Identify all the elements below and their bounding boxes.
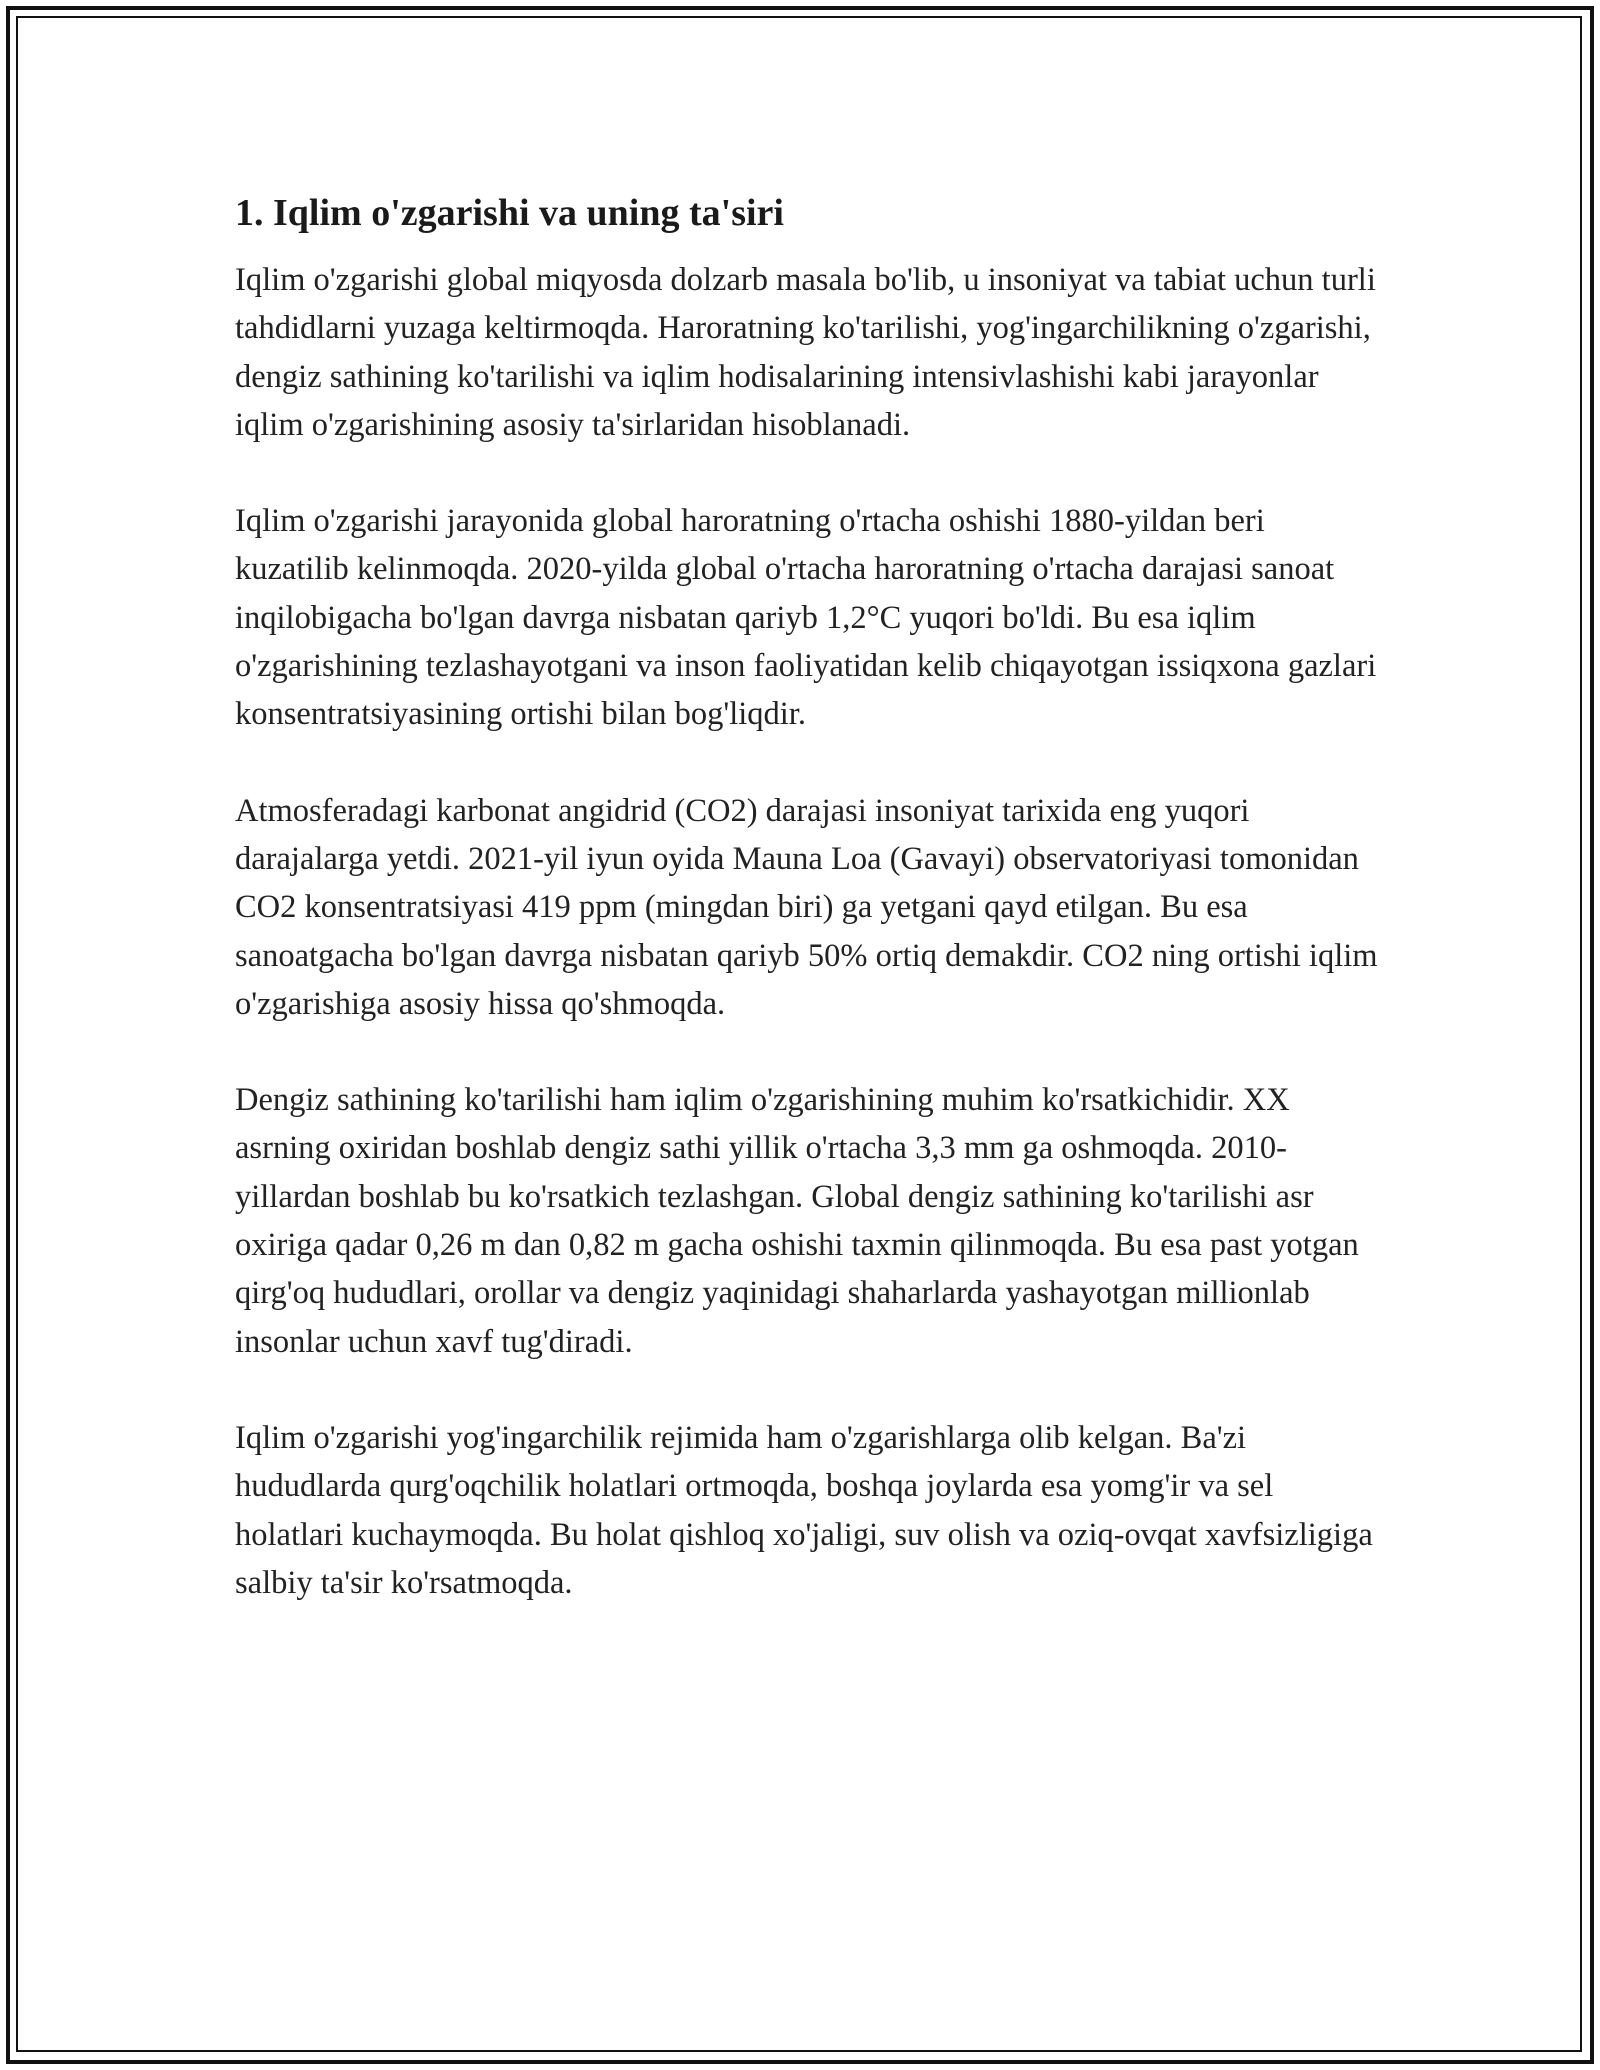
section-heading: 1. Iqlim o'zgarishi va uning ta'siri <box>235 192 784 234</box>
paragraph-climate-change-intro: Iqlim o'zgarishi global miqyosda dolzarb masala bo'lib, u insoniyat va tabiat uchun turli tahdidlarni yuzaga keltirmoqda. Haroratning ko'tarilishi, yog'ingarchilikning o'zgarishi, dengiz sathining ko'tarilishi va iqlim hodisalarining intensivlashishi kabi jarayonlar iqlim o'zgarishining asosiy ta'sirlaridan hisoblanadi. <box>235 262 1376 443</box>
paragraph-co2-levels: Atmosferadagi karbonat angidrid (CO2) darajasi insoniyat tarixida eng yuqori darajalarga yetdi. 2021-yil iyun oyida Mauna Loa (Gavayi) observatoriyasi tomonidan CO2 konsentratsiyasi 419 ppm (mingdan biri) ga yetgani qayd etilgan. Bu esa sanoatgacha bo'lgan davrga nisbatan qariyb 50% ortiq demakdir. CO2 ning ortishi iqlim o'zgarishiga asosiy hissa qo'shmoqda. <box>235 792 1378 1022</box>
document-body <box>235 186 1385 1607</box>
paragraph-sea-level-rise: Dengiz sathining ko'tarilishi ham iqlim o'zgarishining muhim ko'rsatkichidir. XX asrning oxiridan boshlab dengiz sathi yillik o'rtacha 3,3 mm ga oshmoqda. 2010-yillardan boshlab bu ko'rsatkich tezlashgan. Global dengiz sathining ko'tarilishi asr oxiriga qadar 0,26 m dan 0,82 m gacha oshishi taxmin qilinmoqda. Bu esa past yotgan qirg'oq hududlari, orollar va dengiz yaqinidagi shaharlarda yashayotgan millionlab insonlar uchun xavf tug'diradi. <box>235 1082 1359 1360</box>
paragraph-global-temperature: Iqlim o'zgarishi jarayonida global haroratning o'rtacha oshishi 1880-yildan beri kuzatilib kelinmoqda. 2020-yilda global o'rtacha haroratning o'rtacha darajasi sanoat inqilobigacha bo'lgan davrga nisbatan qariyb 1,2°C yuqori bo'ldi. Bu esa iqlim o'zgarishining tezlashayotgani va inson faoliyatidan kelib chiqayotgan issiqxona gazlari konsentratsiyasining ortishi bilan bog'liqdir. <box>235 503 1377 733</box>
paragraph-precipitation-changes: Iqlim o'zgarishi yog'ingarchilik rejimida ham o'zgarishlarga olib kelgan. Ba'zi hududlarda qurg'oqchilik holatlari ortmoqda, boshqa joylarda esa yomg'ir va sel holatlari kuchaymoqda. Bu holat qishloq xo'jaligi, suv olish va oziq-ovqat xavfsizligiga salbiy ta'sir ko'rsatmoqda. <box>235 1419 1373 1601</box>
